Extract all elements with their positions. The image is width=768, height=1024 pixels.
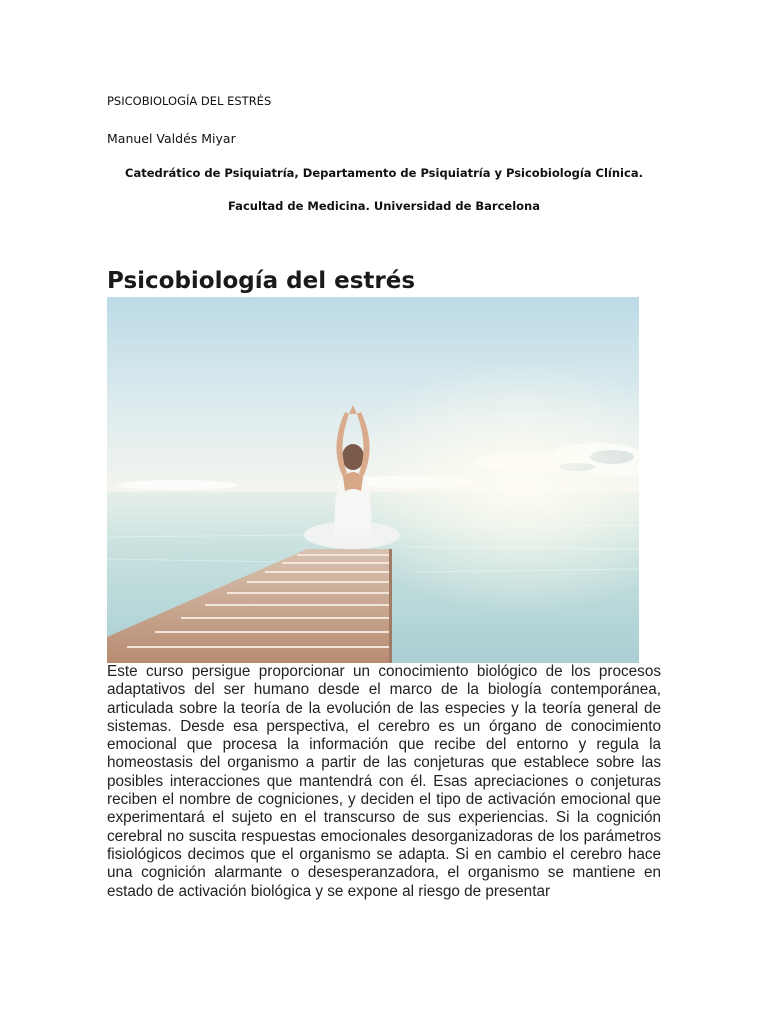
yoga-meditation-pier-photo — [107, 297, 639, 663]
affiliation-department: Catedrático de Psiquiatría, Departamento de Psiquiatría y Psicobiología Clínica. — [125, 166, 643, 180]
document-title: PSICOBIOLOGÍA DEL ESTRÉS — [107, 94, 272, 108]
section-heading: Psicobiología del estrés — [107, 268, 416, 294]
affiliation-faculty: Facultad de Medicina. Universidad de Barcelona — [228, 199, 540, 213]
author-name: Manuel Valdés Miyar — [107, 131, 236, 146]
body-paragraph: Este curso persigue proporcionar un conocimiento biológico de los procesos adaptativos del ser humano desde el marco de la biología contemporánea, articulada sobre la teoría de la evolución de las especies y la teoría general de sistemas. Desde esa perspectiva, el cerebro es un órgano de conocimiento emocional que procesa la información que recibe del entorno y regula la homeostasis del organismo a partir de las conjeturas que establece sobre las posibles interacciones que mantendrá con él. Esas apreciaciones o conjeturas reciben el nombre de cogniciones, y deciden el tipo de activación emocional que experimentará el sujeto en el transcurso de sus experiencias. Si la cognición cerebral no suscita respuestas emocionales desorganizadoras de los parámetros fisiológicos decimos que el organismo se adapta. Si en cambio el cerebro hace una cognición alarmante o desesperanzadora, el organismo se mantiene en estado de activación biológica y se expone al riesgo de presentar — [107, 663, 661, 900]
